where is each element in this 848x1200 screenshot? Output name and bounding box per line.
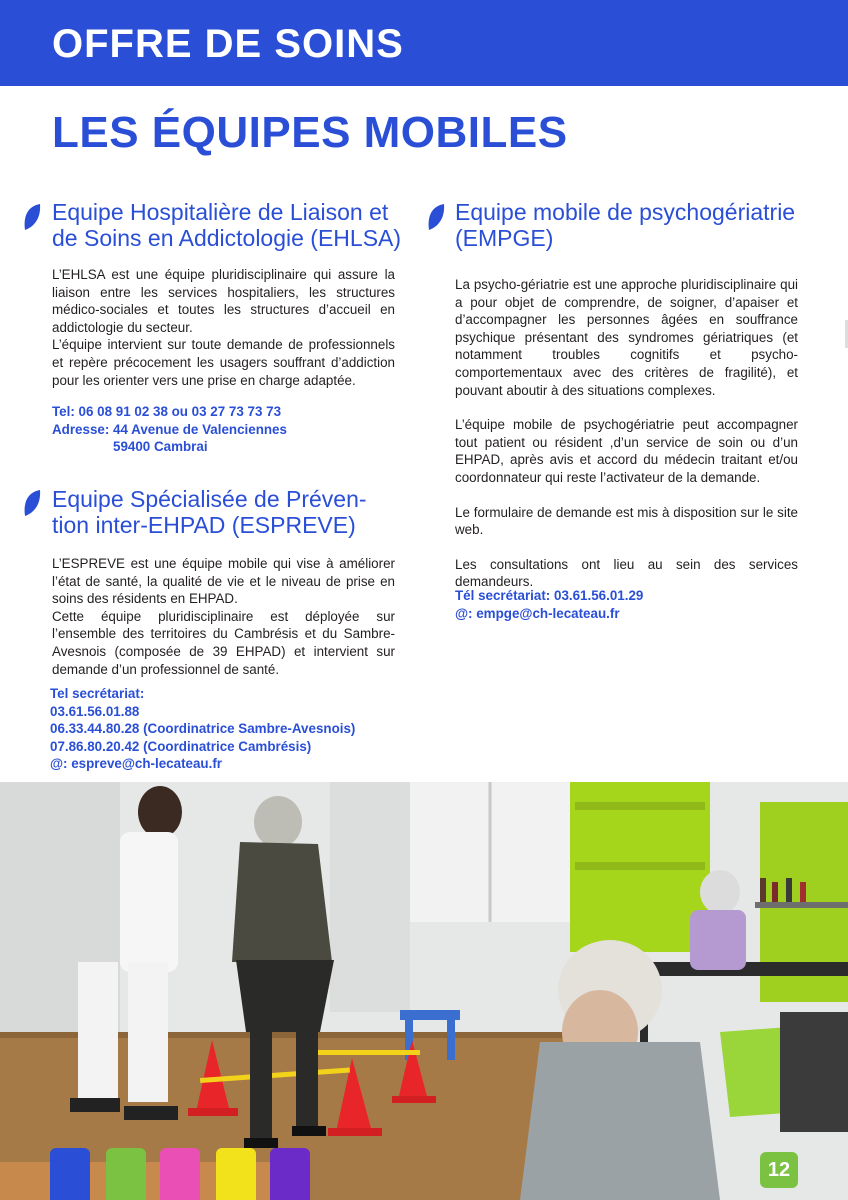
- ehlsa-contact: [52, 403, 287, 456]
- color-tab-blue: [50, 1148, 90, 1200]
- empge-email: @: empge@ch-lecateau.fr: [455, 605, 620, 621]
- espreve-email: @: espreve@ch-lecateau.fr: [50, 756, 222, 772]
- empge-body: [455, 276, 798, 591]
- empge-paragraph-4: Les consultations ont lieu au sein des services demandeurs.: [455, 556, 798, 590]
- page-number: 12: [760, 1152, 798, 1188]
- empge-heading: [455, 199, 835, 251]
- leaf-bullet-icon: [426, 202, 446, 232]
- empge-tel: Tél secrétariat: 03.61.56.01.29: [455, 588, 644, 603]
- empge-heading-line2: (EMPGE): [455, 225, 554, 251]
- color-tab-green: [106, 1148, 146, 1200]
- ehlsa-paragraph-1: L’EHLSA est une équipe pluridisciplinaire qui assure la liaison entre les services hospitaliers, les structures médico-sociales et toutes les structures d’accueil en addictologie du secteur.: [52, 267, 395, 335]
- espreve-phone-3: 07.86.80.20.42 (Coordinatrice Cambrésis): [50, 738, 312, 754]
- leaf-bullet-icon: [22, 202, 42, 232]
- color-tab-pink: [160, 1148, 200, 1200]
- leaf-bullet-icon: [22, 488, 42, 518]
- espreve-body: [52, 555, 395, 678]
- espreve-contact: [50, 685, 355, 773]
- ehlsa-paragraph-2: L’équipe intervient sur toute demande de professionnels et repère précocement les usagers souffrant d’addiction pour les orienter vers une prise en charge adaptée.: [52, 337, 395, 388]
- espreve-heading-line2: tion inter-EHPAD (ESPREVE): [52, 512, 356, 538]
- espreve-contact-label: Tel secrétariat:: [50, 686, 145, 701]
- espreve-phone-1: 03.61.56.01.88: [50, 703, 140, 719]
- empge-paragraph-3: Le formulaire de demande est mis à disposition sur le site web.: [455, 504, 798, 538]
- page-title: LES ÉQUIPES MOBILES: [52, 108, 568, 157]
- ehlsa-heading-line2: de Soins en Addictologie (EHLSA): [52, 225, 402, 251]
- empge-contact: [455, 587, 643, 622]
- espreve-heading-line1: Equipe Spécialisée de Préven-: [52, 486, 367, 512]
- ehlsa-body: [52, 266, 395, 389]
- empge-paragraph-1: La psycho-gériatrie est une approche pluridisciplinaire qui a pour objet de comprendre, de soigner, d’apaiser et d’accompagner les personnes âgées en souffrance psychique présentant des syndromes gériatriques (et notamment troubles cognitifs et psycho-comportementaux avec des critères de fragilité), et pouvant aboutir à des situations complexes.: [455, 277, 798, 398]
- espreve-paragraph-2: Cette équipe pluridisciplinaire est déployée sur l’ensemble des territoires du Cambrésis et du Sambre-Avesnois (composée de 39 EHPAD) et intervient sur demande d’un professionnel de santé.: [52, 608, 395, 677]
- section-title: OFFRE DE SOINS: [52, 22, 404, 66]
- empge-paragraph-2: L’équipe mobile de psychogériatrie peut accompagner tout patient ou résident ,d’un service de soin ou d’un EHPAD, après avis et accord du médecin traitant et/ou coordonnateur qui reste l’activateur de la demande.: [455, 417, 798, 485]
- ehlsa-address-line1: Adresse: 44 Avenue de Valenciennes: [52, 421, 287, 437]
- header-band: [0, 0, 848, 86]
- ehlsa-tel: Tel: 06 08 91 02 38 ou 03 27 73 73 73: [52, 404, 282, 419]
- color-tab-purple: [270, 1148, 310, 1200]
- empge-heading-line1: Equipe mobile de psychogériatrie: [455, 199, 796, 225]
- color-tab-yellow: [216, 1148, 256, 1200]
- activity-photo-illustration: [0, 782, 848, 1200]
- ehlsa-heading: [52, 199, 402, 251]
- espreve-phone-2: 06.33.44.80.28 (Coordinatrice Sambre-Avesnois): [50, 721, 356, 737]
- espreve-paragraph-1: L’ESPREVE est une équipe mobile qui vise à améliorer l’état de santé, la qualité de vie et le niveau de prise en soins des résidents en EHPAD.: [52, 556, 395, 607]
- espreve-heading: [52, 486, 402, 538]
- ehlsa-heading-line1: Equipe Hospitalière de Liaison et: [52, 199, 389, 225]
- activity-photo: [0, 782, 848, 1200]
- ehlsa-address-line2: 59400 Cambrai: [113, 439, 208, 455]
